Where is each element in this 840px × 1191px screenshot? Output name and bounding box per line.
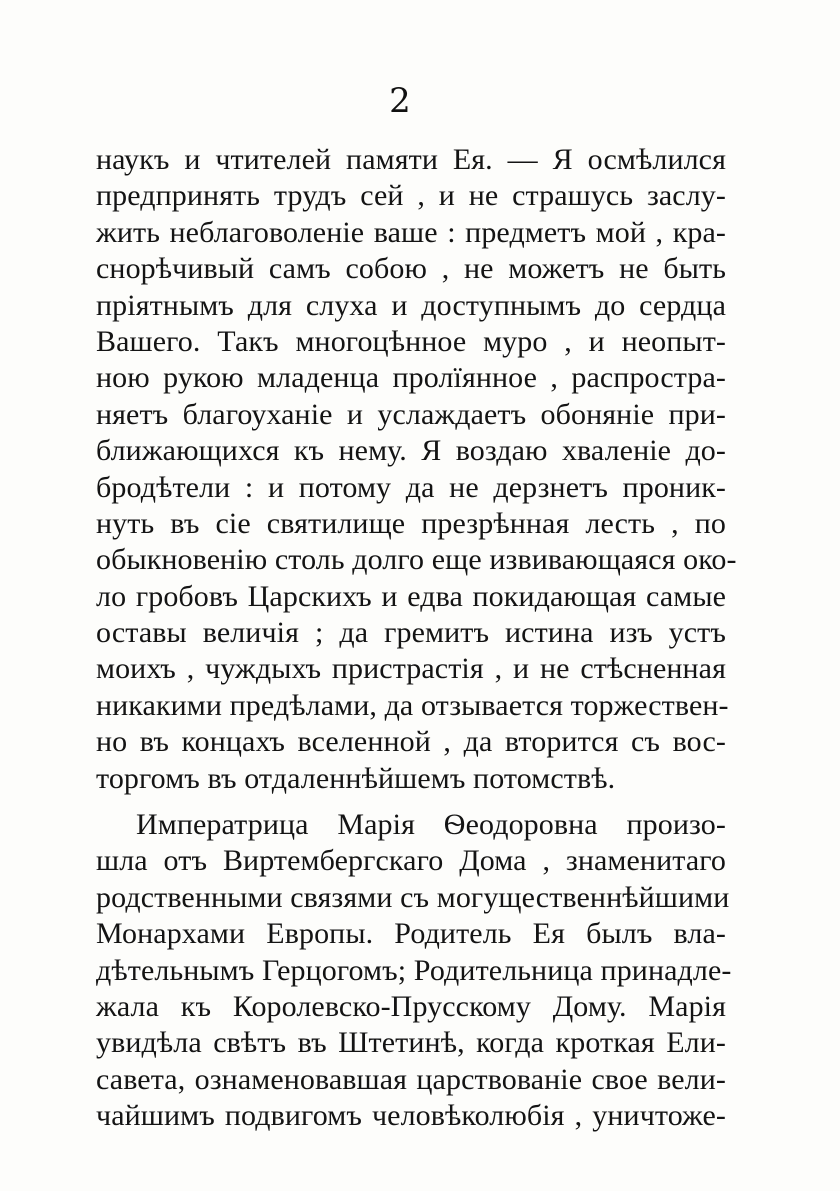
text-line: ближающихся къ нему. Я воздаю хваленіе до- [96,434,726,468]
text-line: но въ концахъ вселенной , да вторится съ вос- [96,725,726,759]
text-line: родственными связями съ могущественнѣйшими [96,880,730,914]
text-line: ло гробовъ Царскихъ и едва покидающая самые [96,579,726,613]
text-line: снорѣчивый самъ собою , не можетъ не быть [96,252,726,286]
text-line: наукъ и чтителей памяти Ея. — Я осмѣлился [96,143,726,176]
page-number: 2 [389,81,411,121]
text-line: Монархами Европы. Родитель Ея былъ вла- [96,917,726,951]
text-line: шла отъ Виртембергскаго Дома , знаменитаго [96,844,726,878]
paragraph-1 [96,142,737,797]
text-line: чайшимъ подвигомъ человѣколюбія , уничтоже- [96,1099,726,1133]
text-line: Вашего. Такъ многоцѣнное муро , и неопыт- [96,324,726,358]
text-line: нуть въ сіе святилище презрѣнная лесть , по [96,506,726,540]
text-line: бродѣтели : и потому да не дерзнетъ проник- [96,470,726,504]
text-line: пріятнымъ для слуха и доступнымъ до сердца [96,288,726,322]
text-line: Императрица Марія Ѳеодоровна произо- [136,808,726,842]
text-line: моихъ , чуждыхъ пристрастія , и не стѣсненная [96,652,726,686]
text-line: жала къ Королевско-Прусскому Дому. Марія [96,989,726,1023]
text-line: жить неблаговоленіе ваше : предметъ мой , кра- [96,215,726,249]
text-line: торгомъ въ отдаленнѣйшемъ потомствѣ. [96,761,616,795]
text-line: оставы величія ; да гремитъ истина изъ устъ [96,616,726,650]
text-line: ною рукою младенца пролїянное , распростра- [96,361,726,395]
paragraph-gap [96,797,726,807]
text-line: предпринять трудъ сей , и не страшусь заслу- [96,179,726,213]
text-line: обыкновенію столь долго еще извивающаяся око- [96,543,737,577]
text-line: няетъ благоуханіе и услаждаетъ обоняніе при- [96,397,726,431]
body-text [96,142,737,1135]
paragraph-2 [96,807,732,1135]
text-line: никакими предѣлами, да отзывается торжествен- [96,688,729,722]
text-line: савета, ознаменовавшая царствованіе свое вели- [96,1062,726,1096]
text-line: дѣтельнымъ Герцогомъ; Родительница принадле- [96,953,732,987]
text-line: увидѣла свѣтъ въ Штетинѣ, когда кроткая Ели- [96,1026,726,1060]
